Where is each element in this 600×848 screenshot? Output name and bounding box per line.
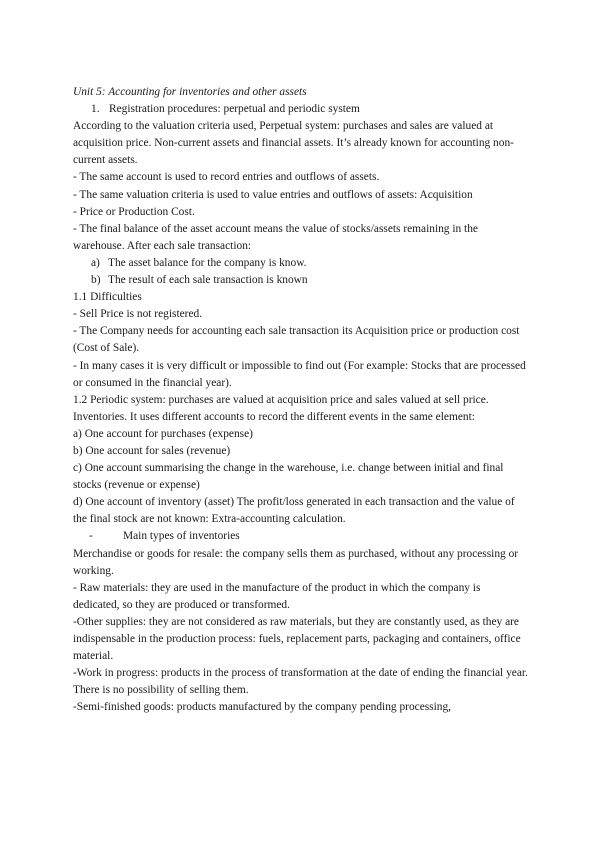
account-change-warehouse: c) One account summarising the change in the warehouse, i.e. change between initial and final stocks (revenue or expense) (73, 462, 504, 492)
main-types-dash: - (89, 530, 93, 543)
bullet-same-valuation: - The same valuation criteria is used to value entries and outflows of assets: Acquisition (73, 188, 473, 201)
account-sales: b) One account for sales (revenue) (73, 444, 231, 457)
account-purchases: a) One account for purchases (expense) (73, 427, 253, 440)
type-merchandise: Merchandise or goods for resale: the company sells them as purchased, without any processing or working. (73, 547, 519, 577)
difficulty-find-out: - In many cases it is very difficult or impossible to find out (For example: Stocks that are processed or consumed in the financial year). (73, 359, 526, 389)
list-item-b (73, 272, 528, 289)
document-page (73, 84, 528, 716)
list-item-b-label: b) (91, 274, 101, 287)
bullet-final-balance: - The final balance of the asset account means the value of stocks/assets remaining in the warehouse. After each sale transaction: (73, 222, 478, 252)
section-1-heading (73, 101, 528, 118)
type-work-in-progress: -Work in progress: products in the process of transformation at the date of ending the financial year. There is no possibility of selling them. (73, 667, 528, 697)
list-item-a (73, 255, 528, 272)
main-types-text: Main types of inventories (123, 530, 240, 543)
bullet-same-account: - The same account is used to record entries and outflows of assets. (73, 171, 380, 184)
section-1-text: Registration procedures: perpetual and periodic system (109, 103, 360, 116)
list-item-b-text: The result of each sale transaction is known (108, 274, 308, 287)
bullet-price-cost: - Price or Production Cost. (73, 205, 195, 218)
type-raw-materials: - Raw materials: they are used in the manufacture of the product in which the company is dedicated, so they are produced or transformed. (73, 581, 481, 611)
section-1-number: 1. (91, 103, 100, 116)
subheading-periodic-system: 1.2 Periodic system: purchases are valued at acquisition price and sales valued at sell price. Inventories. It uses different accounts to record the different events in the same element: (73, 393, 489, 423)
difficulty-cost-of-sale: - The Company needs for accounting each sale transaction its Acquisition price or production cost (Cost of Sale). (73, 325, 520, 355)
type-semi-finished: -Semi-finished goods: products manufactured by the company pending processing, (73, 701, 452, 714)
unit-title: Unit 5: Accounting for inventories and other assets (73, 86, 307, 98)
main-types-heading (73, 528, 528, 545)
list-item-a-text: The asset balance for the company is know. (108, 256, 307, 269)
list-item-a-label: a) (91, 256, 100, 269)
paragraph-perpetual-system: According to the valuation criteria used, Perpetual system: purchases and sales are valued at acquisition price. Non-current assets and financial assets. It’s already known for accounting non-current assets. (73, 120, 514, 167)
account-inventory: d) One account of inventory (asset) The profit/loss generated in each transaction and the value of the final stock are not known: Extra-accounting calculation. (73, 496, 515, 526)
type-other-supplies: -Other supplies: they are not considered as raw materials, but they are constantly used, as they are indispensable in the production process: fuels, replacement parts, packaging and containers, office material. (73, 615, 521, 663)
subheading-difficulties: 1.1 Difficulties (73, 291, 142, 304)
difficulty-sell-price: - Sell Price is not registered. (73, 308, 203, 321)
